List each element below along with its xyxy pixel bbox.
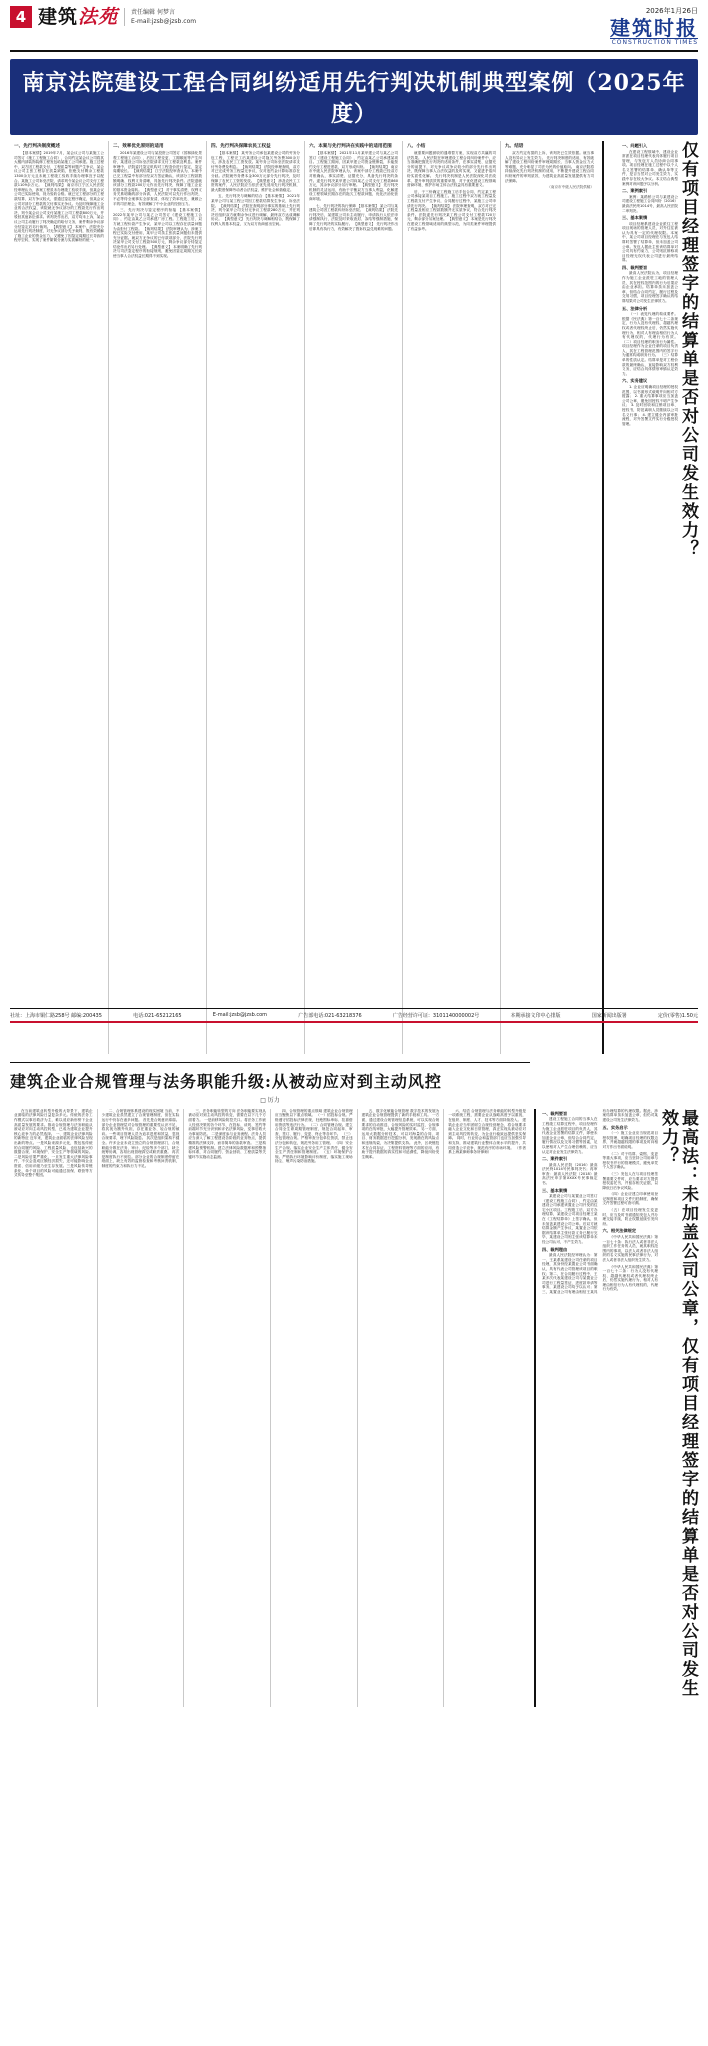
masthead [10, 6, 698, 52]
sidebar-top-sec5-t: （一）表见代理的构成要件。根据《民法典》第一百七十二条规定，行为人没有代理权、超越代理权或者代理权终止后，仍然实施代理行为，相对人有理由相信行为人有代理权的，代理行为有效。 （二）项目经理的职务行为属性。项目经理作为企业任命的项目负责人，其在工程管理范围内的签字行为通常构成职务行为。 （三）结算单的性质认定。结算单是对工程价款的最终确认，直接影响双方权利义务，应结合具体情形审慎认定效力。 [622, 312, 678, 376]
page-number: 4 [10, 6, 32, 28]
sidebar-top-sec6-h: 六、实务建议 [622, 378, 648, 384]
masthead-right [610, 6, 698, 46]
top-col3-heading: 四、先行判决保障农民工权益 [211, 144, 271, 149]
section-title [38, 6, 118, 28]
footer-ad-license: 广告经营许可证：3101140000002号 [392, 1013, 480, 1019]
sidebar-top-body [622, 141, 678, 1054]
publication-date: 2026年1月26日 [645, 7, 698, 15]
top-col3-body: 【基本案情】 某劳务公司承包某建设公司的劳务分包工程，工程完工后某建设公司拖欠劳务费300余万元，涉及农民工工资发放。某劳务公司诉至法院请求支付劳务费及利息。 【裁判结果】 法院经审理查明，双方对已完成劳务工程量无争议，仅对违约金计算标准存在分歧。法院就劳务费本金300万元部分先行判决，及时保障了农民工工资的发放。 【典型意义】 涉及农民工工资的案件，人民法院应当依法优先适用先行判决机制，最大限度保障劳动者合法权益，维护社会和谐稳定。 [211, 151, 300, 192]
sb-h5: 五、实务启示 [602, 1124, 628, 1130]
top-col5-extra: 后，于三份确定工程施工后手包合同，约定某工程公司承接某项目工程施工。施工过程中双方就工程量及工程款支付产生争议，合同履行过程中，某施工公司申请先行判决。 【裁判结果】 法院审理查明，双方对已完工程量及相应工程款数额并无实质争议，符合先行判决条件。法院遂先行判决某工程公司支付工程款720万元，剩余部分另案处理。 【典型意义】 本案是先行判决在建设工程领域适用的典型示范，为同类案件审理提供了有益参考。 [407, 189, 496, 231]
feature-column-1 [10, 1109, 97, 1707]
sb-p6: （二）对于结算、索赔、变更等重大事项，应当坚持公司用章与授权书并行的管理模式，避免单凭个人签字确认。 [602, 1151, 658, 1170]
feature-column-3 [183, 1109, 270, 1707]
feature-column-2 [97, 1109, 184, 1707]
sidebar-top-sec3-t: 项目经理系建设企业派往工程项目现场的管理人员，对外往往被认为具有一定的代理权限。本案中，某公司项目经理在与发包人结算时签署了结算单，但未加盖公司公章。发包人据此主张该结算单对公司具有约束力，公司则抗辩称项目经理无权代表公司进行最终结算。 [622, 221, 678, 263]
sidebar-bottom [534, 1109, 698, 1707]
sb-p9: （五）在项目经理发生变更时，应当及时书面通知发包人并办理交接手续，防止权限延续引发纠纷。 [602, 1208, 658, 1226]
editor-info [124, 8, 196, 26]
top-article-signature: （南京市中级人民法院供稿） [547, 185, 594, 190]
sidebar-top-title: 仅有项目经理签字的结算单是否对公司发生效力？ [678, 141, 698, 559]
footer-ad-phone: 广告部电话:021-63218376 [298, 1013, 362, 1019]
sb-p4: 最高人民法院经审理认为：第一，王某系某建设公司任命的项目经理，其身份经某置业公司书面确认，具有代表公司管理该项目的职权；第二，在合同履行过程中，王某多次代表某建设公司与某置业公司进行工程量签证、进度款申请等事务，某建设公司均予以认可；第三，某置业公司有理由相信王某具有办理结算的代理权限。据此，涉案结算单虽未加盖公章，但仍对某建设公司发生法律效力。 [542, 1108, 658, 1294]
sb-p11: 《中华人民共和国民法典》第一百七十二条：行为人没有代理权、超越代理权或者代理权终止后，仍然实施代理行为，相对人有理由相信行为人有代理权的，代理行为有效。 [602, 1264, 658, 1292]
feature-col5-text: 五、数字化赋能合规管理 数字技术的发展为建筑企业合规管理提供了新的手段和工具。 一方面，通过建设合规管理信息系统，可以实现合规要求的自动推送、合规风险的实时监控、合规事项的在线审批，大幅提升管理效率。 另一方面，运用大数据分析技术，可以对海量的合同、项目、财务数据进行挖掘分析，发现潜在的风险点和违规线索，为决策提供支持。 此外，区块链技术在合同存证、工程资料管理等方面的应用，有助于提升数据的真实性和可追溯性，降低纠纷发生概率。 [361, 1108, 440, 1159]
top-column-1 [10, 141, 108, 1054]
sb-p8: （四）企业应建立印章使用登记制度和项目文件归档制度，确保文件签署过程可查可溯。 [602, 1192, 658, 1206]
sidebar-top-sec4-t: 最高人民法院认为，项目经理作为施工企业派驻工地的管理人员，其在授权范围内的行为后果应由企业承担。结算单虽未加盖公章，但结合合同约定、履行过程及交易习惯，项目经理签字确认的结算结果对公司发生法律效力。 [622, 271, 678, 304]
sb-h1: 一、裁判要旨 [542, 1110, 568, 1116]
sidebar-top-sec1-h: 一、问题引入 [622, 143, 648, 148]
section-title-part2: 法苑 [78, 6, 119, 28]
sb-h3: 三、基本案情 [542, 1187, 568, 1193]
editor-email: E-mail:jzsb@jzsb.com [131, 18, 197, 25]
sidebar-top-sec6-t: 1. 企业应明确项目经理的授权范围，以书面形式载明并向相对方披露； 2. 重大结算事项应当加盖公司公章，避免因授权不明产生争议； 3. 及时回收和注销项目章、授权书，防范离职人员继续以公司名义行事； 4. 建立健全内部审批流程，对外签署文件实行分级授权管理。 [622, 384, 678, 426]
sb-h4: 四、裁判理由 [542, 1246, 568, 1252]
sb-h6: 六、相关法律规定 [602, 1228, 637, 1234]
top-col1-body: 【基本案情】2019年7月，某会议公司与某施工公司签订《施工工程施工合同》，合同约定某会议公司将其大楼内部装饰装修工程发包给某施工公司承建。施工过程中，双方因工程款支付、工程质量等问题产生争议，某会议公司主张工程存在质量缺陷，拒绝支付剩余工程款1300余万元且未就工程竣工验收手续办理事宜予以配合。某施工公司诉至法院，请求判令某会议公司支付工程款1109余万元。 【裁判结果】 南京市江宁区人民法院经审理认为，涉案工程虽未办理竣工验收手续，但某会议公司已实际使用，视为验收合格。就已完工程部分的工程款结算，双方争议较大，需通过鉴定程序确定，但某会议公司对部分工程款的欠付事实无争议。为及时保障施工企业的合法权益，该院就无争议部分的工程款先行作出判决，判令某会议公司支付某施工公司工程款800万元，并驳回其他诉讼请求。该判决作出后，双方均未上诉，某会议公司主动履行了判决确定的给付义务，案件剩余争议部分经鉴定后另行裁判。 【典型意义】 本案中，法院充分运用先行判决制度，对无争议部分先予裁判，既有效缓解了施工企业的资金压力，又避免了因鉴定周期过长导致的程序空转，实现了案件繁简分流与实质解纷的统一。 [14, 151, 104, 243]
top-column-3 [206, 141, 304, 1054]
sidebar-bottom-body [542, 1109, 658, 1707]
top-col2-extra: 三、先行判决与鉴定程序的衔接 【基本案情】 2022年某甲公司与某乙公司签订《建设工程施工合同》，约定由某乙公司承建厂房工程。工程竣工后，双方就工程价款产生争议，某甲公司以工程存在质量问题为由拒付工程款。 【裁判结果】 法院审理认为，涉案工程已实际交付使用，某甲公司虽主张质量问题但未提供充分证据。就双方无争议的已付款项部分，法院先行判决某甲公司支付工程款500万元，剩余争议部分待鉴定结论作出后另行处理。 【典型意义】 本案明确了先行判决与司法鉴定程序的衔接规则，避免因鉴定周期冗长致使当事人合法权益长期得不到实现。 [113, 208, 202, 259]
sidebar-top-sec1-t: 在建设工程领域中，建设企业常派在项目经理代表具体履行项目管理，与发包方人员协商合同事项。项目经理在施工过程中以个人名义签署的结算单、确认单等文件，是否当然对公司发生效力，实践中存在较大争议。本文结合典型案例对该问题予以分析。 [622, 149, 678, 186]
feature-byline: □ 厉力 [260, 1096, 280, 1104]
section-title-part1: 建筑 [38, 6, 79, 28]
sb-p2: 最高人民法院（2016）最高法民终1014号民事判决书；再审审查：最高人民法院（2018）最高法民申字第XXXX号民事裁定书。 [542, 1162, 598, 1185]
top-columns [10, 141, 598, 1054]
sidebar-top-sec3-h: 三、基本案情 [622, 215, 648, 221]
feature-headline: 建筑企业合规管理与法务职能升级:从被动应对到主动风控 [10, 1071, 442, 1091]
paper-logo: 建筑时报 [610, 16, 698, 40]
editor-name: 责任编辑 何梦言 [131, 9, 175, 16]
sb-p10: 《中华人民共和国民法典》第一百七十条：执行法人或者非法人组织工作任务的人员，就其职权范围内的事项，以法人或者非法人组织的名义实施的民事法律行为，对法人或者非法人组织发生效力。 [602, 1234, 658, 1262]
sb-p3: 某建设公司与某置业公司签订《建设工程施工合同》，约定由某建设公司承建该置业公司开发的住宅小区项目。工程竣工后，双方办理结算，某建设公司项目经理王某在《工程结算单》上签字确认，但未加盖某建设公司公章。后双方就结算金额产生争议，某置业公司依据该结算单主张付款义务已履行完毕，某建设公司则主张该结算单未经公司认可，不产生效力。 [542, 1194, 598, 1245]
sb-p5: （一）施工企业应当规范项目授权管理，明确项目经理的权限边界，并就超越权限的事项及时向相对方作出书面说明。 [602, 1131, 658, 1149]
feature-column-5 [357, 1109, 444, 1707]
masthead-left [10, 6, 196, 28]
feature-columns [10, 1109, 530, 1707]
page-footer [10, 1008, 698, 1019]
top-col5-heading: 八、小结 [407, 144, 426, 149]
top-article-area [10, 141, 698, 1054]
footer-print: 本期承接文印中心排版 [510, 1013, 561, 1019]
feature-col1-text: 在当前建筑业转型升级的大背景下，建筑企业面临的法律风险日益复杂多元。传统的法务工作模式以事后救济为主，难以适应新形势下企业高质量发展的要求。推动合规管理与法务职能从被动应对向主动风控转型，已成为建筑企业提升核心竞争力的必然选择。 一、建筑企业法律风险的新特征 近年来，建筑企业面临的法律风险呈现出新的特点。一是风险来源多元化，既包括传统的合同履约风险、工程质量风险，也包括新兴的数据合规、环境保护、安全生产等领域的风险。二是风险后果严重化，一旦发生重大法律风险事件，不仅会造成巨额经济损失，还可能影响企业资质、信用评级乃至生存发展。三是风险传导链条化，单个项目的风险可能通过担保、联营等方式传导至整个集团。 [14, 1108, 93, 1178]
feature-col2-text: 二、合规管理体系建设的现实困境 当前，不少建筑企业虽然建立了合规管理制度，但在实际运行中仍存在诸多问题。 首先是合规意识薄弱。部分企业管理层对合规管理的重要性认识不足，将其视为额外负担，存在重业务、轻合规的倾向。一些项目管理人员为追求进度和效益，忽视合规要求，埋下风险隐患。 其次是组织架构不健全。许多企业未设立独立的合规管理部门，合规职能分散在法务、审计、纪检等多个部门，缺乏统筹协调，容易出现管理真空或职责重叠。 再次是制度执行不到位。部分企业的合规制度停留在纸面上，缺乏有效的监督检查和考核问责机制，制度的约束力和执行力不足。 [101, 1108, 180, 1168]
footer-address: 社址：上海市铜仁路258号 邮编:200435 [10, 1013, 102, 1019]
sidebar-top-sec5-h: 五、法律分析 [622, 305, 648, 311]
feature-headline-block [10, 1062, 530, 1104]
sb-h2: 二、案件索引 [542, 1156, 568, 1162]
top-column-5 [402, 141, 500, 1054]
feature-col4-text: 四、合规管理的重点领域 建筑企业合规管理应当聚焦以下重点领域。 （一）招投标合规。严格遵守招投标法律法规，杜绝围标串标、挂靠借用资质等违法行为。 （二）合同管理合规。建立合同全生命周期管理制度，规范合同起草、审查、签订、履行、变更、终止等各环节。 （三）分包管理合规。严格审查分包单位资质，禁止违法分包和转包，规范劳务用工管理。 （四）安全生产合规。落实企业安全生产主体责任，健全安全生产责任制和管理制度。 （五）环境保护合规。严格执行环境影响评价制度，落实施工现场扬尘、噪声污染防治措施。 [274, 1108, 353, 1164]
top-column-4 [304, 141, 402, 1054]
sb-p7: （三）发包人在与项目经理签署重要文件时，应当要求对方提供授权委托书，并留存相关证据，以降低日后争议风险。 [602, 1171, 658, 1190]
feature-column-4 [270, 1109, 357, 1707]
top-col6-heading: 九、结语 [505, 144, 524, 149]
top-col5-body: 就需要问题被收的通堆替方案，实现双方共赢的司法效果。 人民法院在审理建设工程合同纠纷案件中，应当准确把握先行判决的适用条件，在事实清楚、证据充分的前提下，对无争议或争议较小的部分先行作出判决，既保障当事人合法权益的及时实现，又促进矛盾纠纷实质性化解。 先行判决机制是人民法院深化司法改革、提升审判质效的重要举措，对于优化建设工程领域营商环境、维护市场主体合法权益具有重要意义。 [407, 151, 496, 188]
top-col4-extra: 七、先行判决的执行保障 【基本案情】 某公司与某建筑公司因工程款纠纷诉至法院。 【裁判结果】 法院先行判决后，某建筑公司未主动履行，申请执行人依法申请强制执行，法院及时采取查封、冻结等强制措施，保障了先行判决的实际履行。 【典型意义】 先行判决作出后即具有执行力，有效解决了胜诉权益兑现难的问题。 [309, 203, 398, 231]
sb-p1: 建设工程施工合同的当事人在工程竣工结算过程中，项目经理作为施工企业派驻项目的负责人，其代表企业签署的结算文件，即使未加盖企业公章，但结合合同约定、履行情况以及交易习惯等因素，足以使相对人产生合理信赖的，应当认定对企业发生法律效力。 [542, 1117, 598, 1154]
top-col1-heading: 一、先行判决制度概述 [14, 144, 60, 149]
paper-logo-en: CONSTRUCTION TIMES [611, 39, 698, 46]
footer-email: E-mail:jzsb@jzsb.com [212, 1012, 268, 1018]
top-col6-body: 双方约定有损的上诉，该判决已生效依据。就当事人没有异议上发生效力。 先行判决制度的适用，有效破解了建设工程纠纷案件审理周期长、当事人资金压力大等难题，充分彰显了司法为民的价值取向。 南京法院将持续深化先行判决机制的适用，不断提升建设工程合同纠纷案件的审判质效，为建筑业高质量发展提供有力司法保障。 [505, 151, 594, 183]
top-column-6 [500, 141, 598, 1054]
footer-phone: 电话:021-65212165 [133, 1013, 182, 1019]
top-col2-body: 2016年某建设公司与某投资公司签订《园林绿化景观工程施工合同》，后因工程变更、工期顺延等产生纠纷，某建设公司诉至法院请求支付工程款及利息。案件审理中，法院委托鉴定机构对工程造价进行鉴定，鉴定周期较长。 【裁判结果】 江宁法院经审查认为，本案中已完工程量中有部分经双方签证确认，该部分工程款数额明确、权利义务清晰，具备先行判决条件。法院遂就该部分工程款200万元作出先行判决，保障了施工企业的基本资金周转。 【典型意义】 对于事实清楚、权利义务关系明确的部分诉请，人民法院可以先行作出判决，不必等待全案事实全部查清，体现了效率优先、兼顾公平的司法理念，有效缓解了中小企业的经营压力。 [113, 151, 202, 206]
top-col4-heading: 六、本案与先行判决在实践中的适用范围 [309, 144, 392, 149]
top-col3-extra: 五、先行判决与调解的结合 【基本案情】 2021年某甲公司与某工程公司因工程款结算发生争议，诉至法院。 【裁判结果】 法院在查明部分事实的基础上先行判决，判令某甲公司支付无争议工程款280万元，并在判决后组织双方就剩余争议进行调解，最终双方达成调解协议。 【典型意义】 先行判决与调解相结合，既保障了权利人的基本权益，又为双方协商留出空间。 [211, 194, 300, 226]
sidebar-top [602, 141, 698, 1054]
sidebar-top-sec4-h: 四、裁判要旨 [622, 264, 648, 270]
lead-headline: 南京法院建设工程合同纠纷适用先行判决机制典型案例（2025年度） [22, 70, 686, 127]
footer-price: 定价(零售)1.50元 [657, 1013, 698, 1019]
top-col2-heading: 二、效率优先原则的适用 [113, 144, 164, 149]
lead-headline-banner [10, 59, 698, 135]
feature-column-6 [443, 1109, 530, 1707]
bottom-article-area [10, 1109, 698, 1707]
sidebar-top-sec2-h: 二、案例索引 [622, 188, 648, 194]
top-column-2 [108, 141, 206, 1054]
feature-col6-text: 六、结语 合规管理与法务职能的转型升级是一项系统工程，需要企业从战略高度予以重视，在组织、制度、人才、技术等方面持续投入。 建筑企业应当牢固树立合规经营理念，将合规要求融入企业文化和日常管理，真正实现从被动应对到主动风控的转变，为企业行稳致远提供坚实保障。 同时，行业协会和监管部门也应当加强引导和支持，推动建筑行业整体合规水平的提升，共同营造公平竞争、规范有序的市场环境。 （作者系上海某律师事务所律师） [448, 1108, 526, 1155]
sidebar-bottom-title: 最高法：未加盖公司公章，仅有项目经理签字的结算单是否对公司发生效力？ [658, 1108, 698, 1698]
top-col4-body: 【基本案情】 2021年11月某甲建公司与某乙公司签订《建设工程施工合同》，约定由某乙公司承建某项目。工程施工期间，因某甲建公司资金链断裂，未能按约支付工程进度款，双方形成纠纷。 【裁判结果】 南京市中级人民法院审理认为，该案中部分工程款已经双方对账确认，事实清楚、证据充分，具备先行判决的条件。遂先行判决某甲建公司向某乙公司支付工程款860万元，其余争议部分另行审理。 【典型意义】 先行判决机制的灵活运用，有助于平衡双方当事人利益，化解建设工程领域长期存在的拖欠工程款问题，优化法治化营商环境。 [309, 151, 398, 201]
footer-subscribe: 国家新闻出版署 [591, 1013, 627, 1019]
feature-col3-text: 三、法务职能转型的方向 法务职能要实现从被动应对到主动风控的转变，需要在以下几个方面着力。 一是前移风险防控关口。将法务工作嵌入经营决策的各个环节，在投标、谈判、签约等前端环节充分识别和评估法律风险，变事后救火为事前防范。 二是深度参与业务流程。法务人员应当深入了解工程建设各阶段的业务特点，提供精准的法律支持，而非简单的条款审查。 三是构建风险预警机制。建立法律风险数据库和预警指标体系，对合同履约、资金回收、工程质量等关键环节实施动态监测。 [188, 1108, 266, 1159]
sidebar-top-sec2-t: 案例：某路桥公司与某建设公司建设工程施工合同纠纷（2016）最高法民终1014号，最高人民法院二审判决。 [622, 194, 678, 213]
